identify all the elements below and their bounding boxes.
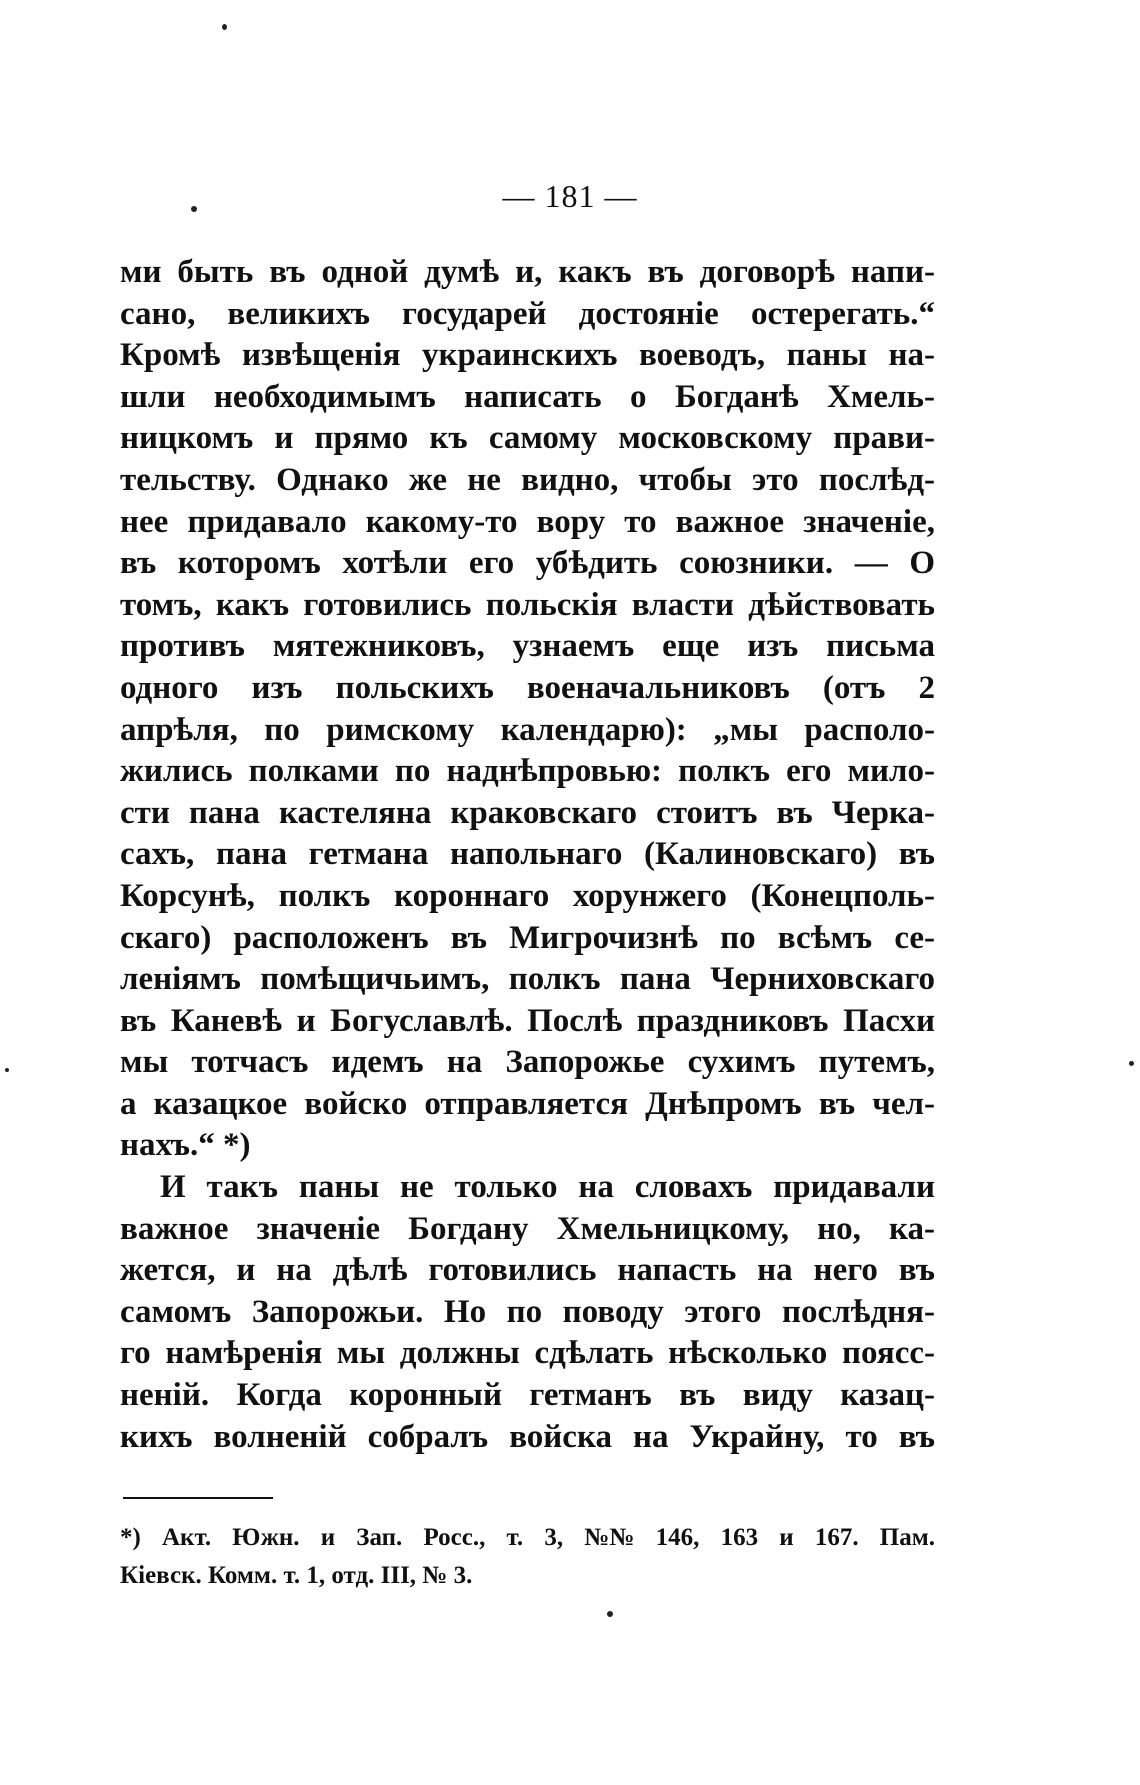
text-line: ми быть въ одной думѣ и, какъ въ договорѣ напи-	[120, 254, 935, 290]
text-line: тельству. Однако же не видно, чтобы это послѣд-	[120, 461, 935, 498]
text-line: сахъ, пана гетмана напольнаго (Калиновскаго) въ	[120, 836, 935, 873]
page-number: — 181 —	[502, 178, 638, 214]
footnote-line: Кіевск. Комм. т. 1, отд. III, № 3.	[120, 1562, 473, 1589]
footnote-line: *) Акт. Южн. и Зап. Росс., т. 3, №№ 146, 163 и 167. Пам.	[120, 1524, 935, 1551]
text-line: мы тотчасъ идемъ на Запорожье сухимъ путемъ,	[120, 1044, 935, 1081]
text-line: томъ, какъ готовились польскія власти дѣйствовать	[120, 586, 935, 623]
body-text	[120, 252, 935, 1458]
text-line: ницкомъ и прямо къ самому московскому прави-	[120, 420, 935, 457]
text-line: неній. Когда коронный гетманъ въ виду казац-	[120, 1377, 935, 1414]
footnotes	[120, 1519, 935, 1595]
text-line: кихъ волненій собралъ войска на Украйну, то въ	[120, 1418, 935, 1455]
scan-speck	[607, 1611, 613, 1617]
text-line: апрѣля, по римскому календарю): „мы располо-	[120, 711, 935, 748]
scan-speck	[5, 1068, 9, 1072]
text-line: жется, и на дѣлѣ готовились напасть на него въ	[120, 1252, 935, 1289]
text-line: скаго) расположенъ въ Мигрочизнѣ по всѣмъ се-	[120, 919, 935, 956]
text-line: противъ мятежниковъ, узнаемъ еще изъ письма	[120, 628, 935, 665]
text-line: въ Каневѣ и Богуславлѣ. Послѣ праздниковъ Пасхи	[120, 1002, 935, 1039]
text-line: жились полками по наднѣпровью: полкъ его мило-	[120, 753, 935, 790]
text-line: сано, великихъ государей достояніе остерегать.“	[120, 295, 935, 332]
text-line: сти пана кастеляна краковскаго стоитъ въ Черка-	[120, 794, 935, 831]
text-line: самомъ Запорожьи. Но по поводу этого послѣдня-	[120, 1293, 935, 1330]
footnote-divider	[123, 1497, 273, 1499]
text-line: а казацкое войско отправляется Днѣпромъ въ чел-	[120, 1085, 935, 1122]
scan-speck	[222, 24, 227, 30]
text-line: леніямъ помѣщичьимъ, полкъ пана Черниховскаго	[120, 961, 935, 998]
text-line: въ которомъ хотѣли его убѣдить союзники. — О	[120, 545, 935, 582]
text-line: И такъ паны не только на словахъ придавали	[160, 1169, 935, 1206]
text-line: шли необходимымъ написать о Богданѣ Хмель-	[120, 378, 935, 415]
text-line: важное значеніе Богдану Хмельницкому, но, ка-	[120, 1210, 935, 1247]
text-line: Корсунѣ, полкъ короннаго хорунжего (Конецполь-	[120, 877, 935, 914]
text-line: нее придавало какому-то вору то важное значеніе,	[120, 503, 935, 540]
text-line: го намѣренія мы должны сдѣлать нѣсколько поясс-	[120, 1335, 935, 1372]
text-line: одного изъ польскихъ военачальниковъ (отъ 2	[120, 669, 935, 706]
text-line: нахъ.“ *)	[120, 1127, 251, 1164]
scan-speck	[191, 206, 197, 212]
scan-speck	[1129, 1061, 1134, 1066]
text-line: Кромѣ извѣщенія украинскихъ воеводъ, паны на-	[120, 337, 935, 374]
